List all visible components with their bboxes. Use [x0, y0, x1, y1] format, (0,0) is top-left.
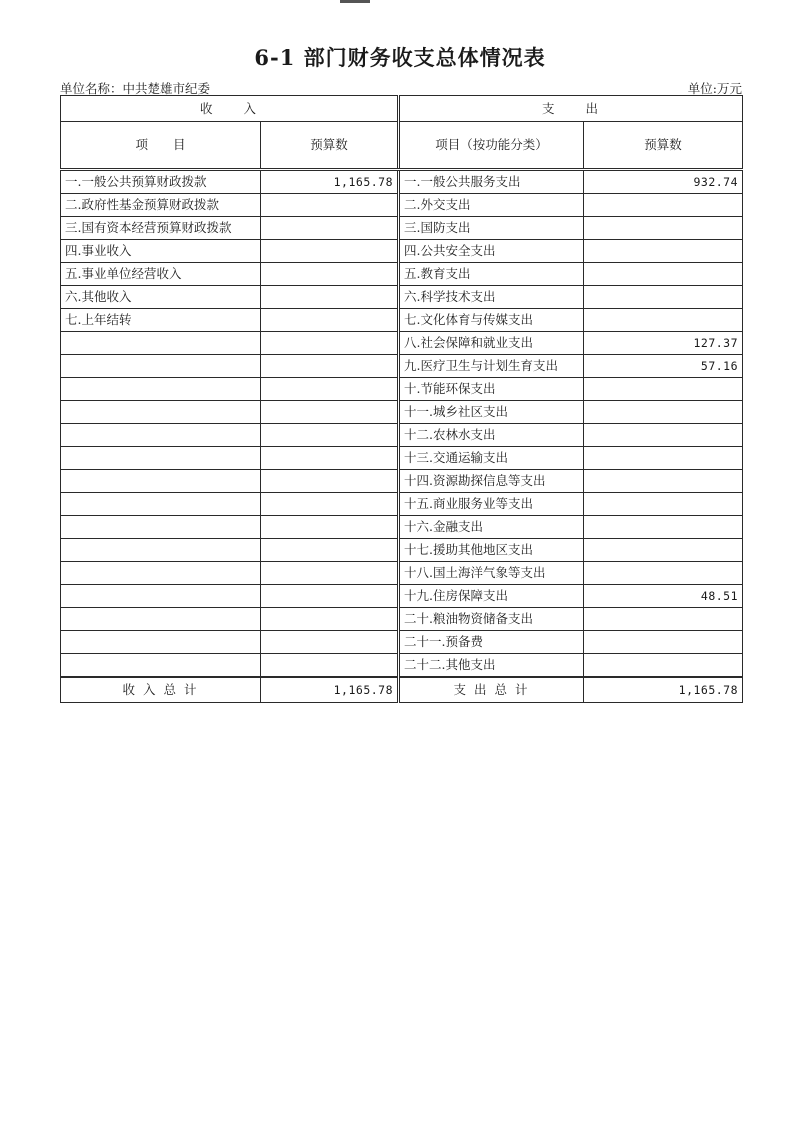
expense-value-cell — [584, 194, 743, 217]
income-item-cell — [61, 401, 261, 424]
expense-item-cell: 十三.交通运输支出 — [399, 447, 584, 470]
expense-value-cell — [584, 424, 743, 447]
income-value-cell — [261, 355, 399, 378]
table-row — [61, 309, 743, 332]
income-item-cell: 三.国有资本经营预算财政拨款 — [61, 217, 261, 240]
expense-value-cell — [584, 608, 743, 631]
table-row — [61, 170, 743, 194]
income-value-cell — [261, 240, 399, 263]
income-value-cell — [261, 516, 399, 539]
table-row — [61, 493, 743, 516]
expense-item-cell: 三.国防支出 — [399, 217, 584, 240]
expense-value-cell: 48.51 — [584, 585, 743, 608]
table-row — [61, 217, 743, 240]
expense-item-cell: 五.教育支出 — [399, 263, 584, 286]
expense-section-header: 支 出 — [399, 96, 743, 122]
expense-item-cell: 九.医疗卫生与计划生育支出 — [399, 355, 584, 378]
income-item-cell — [61, 562, 261, 585]
scan-mark — [340, 0, 370, 3]
expense-item-cell: 十八.国土海洋气象等支出 — [399, 562, 584, 585]
expense-value-cell — [584, 378, 743, 401]
expense-total-value: 1,165.78 — [584, 677, 743, 703]
expense-item-cell: 二十.粮油物资储备支出 — [399, 608, 584, 631]
income-value-cell — [261, 608, 399, 631]
expense-item-cell: 一.一般公共服务支出 — [399, 170, 584, 194]
income-value-cell — [261, 263, 399, 286]
expense-item-cell: 十一.城乡社区支出 — [399, 401, 584, 424]
expense-value-cell — [584, 493, 743, 516]
income-section-header: 收 入 — [61, 96, 399, 122]
expense-item-cell: 八.社会保障和就业支出 — [399, 332, 584, 355]
table-row — [61, 286, 743, 309]
expense-item-cell: 二十一.预备费 — [399, 631, 584, 654]
income-value-cell: 1,165.78 — [261, 170, 399, 194]
income-item-cell — [61, 539, 261, 562]
income-value-cell — [261, 217, 399, 240]
table-row — [61, 355, 743, 378]
unit-name: 单位名称：中共楚雄市纪委 — [60, 81, 211, 96]
expense-value-cell — [584, 401, 743, 424]
expense-value-cell — [584, 263, 743, 286]
income-value-cell — [261, 585, 399, 608]
table-row — [61, 654, 743, 678]
finance-table — [60, 95, 743, 703]
table-row — [61, 631, 743, 654]
income-value-cell — [261, 539, 399, 562]
expense-budget-header: 预算数 — [584, 122, 743, 170]
section-header-row — [61, 96, 743, 122]
income-value-cell — [261, 493, 399, 516]
expense-value-cell — [584, 470, 743, 493]
income-item-cell — [61, 493, 261, 516]
table-row — [61, 424, 743, 447]
table-row — [61, 263, 743, 286]
income-item-cell — [61, 332, 261, 355]
expense-item-cell: 四.公共安全支出 — [399, 240, 584, 263]
income-value-cell — [261, 631, 399, 654]
income-item-cell: 一.一般公共预算财政拨款 — [61, 170, 261, 194]
income-item-cell — [61, 424, 261, 447]
income-item-cell — [61, 654, 261, 678]
income-item-header: 项 目 — [61, 122, 261, 170]
income-item-cell: 七.上年结转 — [61, 309, 261, 332]
expense-item-cell: 七.文化体育与传媒支出 — [399, 309, 584, 332]
income-item-cell — [61, 608, 261, 631]
income-item-cell: 二.政府性基金预算财政拨款 — [61, 194, 261, 217]
income-value-cell — [261, 447, 399, 470]
income-item-cell — [61, 355, 261, 378]
table-row — [61, 194, 743, 217]
expense-item-header: 项目（按功能分类） — [399, 122, 584, 170]
expense-item-cell: 十四.资源勘探信息等支出 — [399, 470, 584, 493]
expense-value-cell — [584, 309, 743, 332]
expense-value-cell — [584, 286, 743, 309]
income-item-cell: 六.其他收入 — [61, 286, 261, 309]
table-row — [61, 608, 743, 631]
expense-value-cell — [584, 217, 743, 240]
table-row — [61, 332, 743, 355]
unit-label: 单位:万元 — [687, 81, 742, 96]
expense-value-cell — [584, 654, 743, 678]
column-header-row — [61, 122, 743, 170]
table-row — [61, 516, 743, 539]
income-item-cell: 四.事业收入 — [61, 240, 261, 263]
table-row — [61, 401, 743, 424]
expense-item-cell: 十六.金融支出 — [399, 516, 584, 539]
expense-value-cell: 127.37 — [584, 332, 743, 355]
expense-value-cell: 57.16 — [584, 355, 743, 378]
expense-value-cell — [584, 539, 743, 562]
table-row — [61, 447, 743, 470]
income-value-cell — [261, 562, 399, 585]
expense-item-cell: 二.外交支出 — [399, 194, 584, 217]
income-value-cell — [261, 286, 399, 309]
income-value-cell — [261, 470, 399, 493]
expense-item-cell: 十二.农林水支出 — [399, 424, 584, 447]
income-item-cell — [61, 585, 261, 608]
income-item-cell — [61, 378, 261, 401]
expense-total-label: 支 出 总 计 — [399, 677, 584, 703]
income-value-cell — [261, 654, 399, 678]
income-value-cell — [261, 378, 399, 401]
income-item-cell — [61, 470, 261, 493]
expense-value-cell — [584, 240, 743, 263]
expense-item-cell: 十九.住房保障支出 — [399, 585, 584, 608]
expense-item-cell: 十五.商业服务业等支出 — [399, 493, 584, 516]
income-item-cell — [61, 447, 261, 470]
income-value-cell — [261, 424, 399, 447]
expense-value-cell — [584, 447, 743, 470]
expense-value-cell — [584, 631, 743, 654]
income-total-label: 收 入 总 计 — [61, 677, 261, 703]
income-item-cell — [61, 631, 261, 654]
page-title: 6-1 部门财务收支总体情况表 — [254, 45, 546, 70]
expense-value-cell — [584, 516, 743, 539]
expense-item-cell: 六.科学技术支出 — [399, 286, 584, 309]
expense-item-cell: 十七.援助其他地区支出 — [399, 539, 584, 562]
income-value-cell — [261, 194, 399, 217]
table-row — [61, 539, 743, 562]
table-row — [61, 470, 743, 493]
expense-value-cell — [584, 562, 743, 585]
table-row — [61, 240, 743, 263]
income-value-cell — [261, 401, 399, 424]
table-row — [61, 378, 743, 401]
expense-value-cell: 932.74 — [584, 170, 743, 194]
table-row — [61, 562, 743, 585]
expense-item-cell: 十.节能环保支出 — [399, 378, 584, 401]
income-budget-header: 预算数 — [261, 122, 399, 170]
income-item-cell: 五.事业单位经营收入 — [61, 263, 261, 286]
income-value-cell — [261, 332, 399, 355]
income-item-cell — [61, 516, 261, 539]
totals-row — [61, 677, 743, 703]
income-total-value: 1,165.78 — [261, 677, 399, 703]
expense-item-cell: 二十二.其他支出 — [399, 654, 584, 678]
income-value-cell — [261, 309, 399, 332]
table-row — [61, 585, 743, 608]
